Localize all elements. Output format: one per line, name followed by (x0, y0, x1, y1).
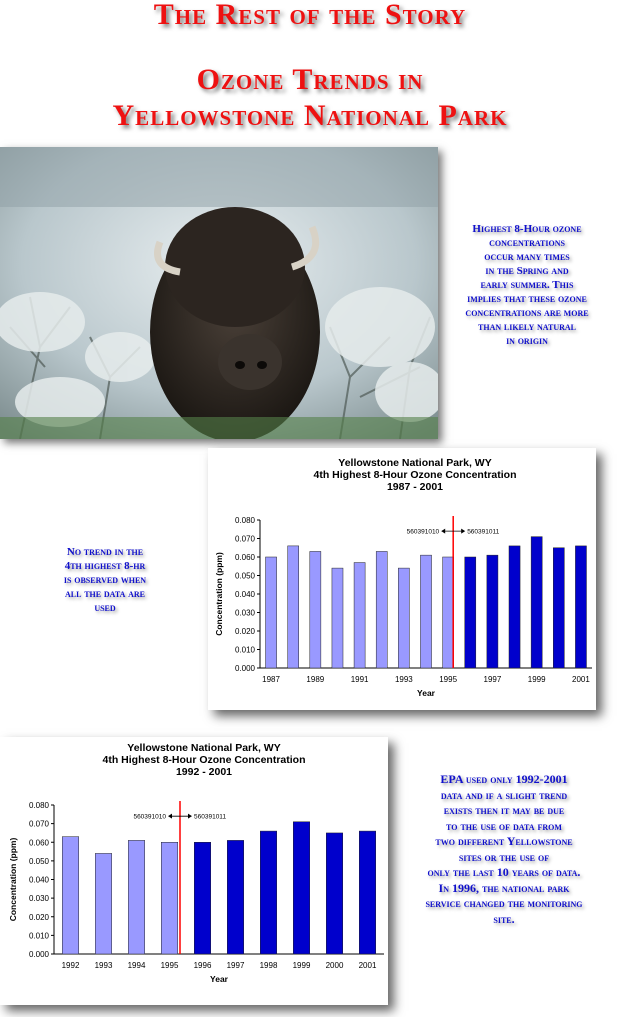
x-tick-label: 1992 (61, 961, 80, 970)
x-tick-label: 1998 (259, 961, 278, 970)
chart-1987-2001 (208, 448, 596, 710)
bar-2000 (326, 833, 343, 954)
note-line: implies that these ozone (467, 293, 587, 305)
y-tick-label: 0.020 (28, 912, 49, 922)
bar-1995 (161, 842, 178, 954)
y-axis-label: Concentration (ppm) (214, 552, 224, 636)
site-arrow-left (168, 814, 172, 819)
x-axis-label: Year (210, 974, 228, 984)
y-tick-label: 0.030 (234, 608, 255, 618)
bar-1996 (194, 842, 211, 954)
x-tick-label: 1995 (160, 961, 179, 970)
y-tick-label: 0.060 (234, 553, 255, 562)
y-tick-label: 0.040 (234, 590, 255, 599)
site-label-old: 560391010 (406, 528, 440, 536)
x-axis-label: Year (417, 688, 435, 698)
x-tick-label: 2000 (325, 961, 344, 970)
x-tick-label: 1997 (483, 675, 502, 684)
chart-1992-2001-svg (0, 737, 388, 1005)
note-line: used (94, 602, 116, 614)
bar-1994 (420, 555, 431, 668)
y-tick-label: 0.020 (234, 627, 255, 636)
bar-1988 (288, 546, 299, 668)
note-line: only the last 10 years of data. (427, 865, 581, 879)
bison-illustration (0, 147, 438, 439)
note-line: exists then it may be due (443, 803, 565, 817)
bar-1989 (310, 551, 321, 668)
note-line: two different Yellowstone (435, 834, 573, 848)
y-tick-label: 0.070 (28, 819, 49, 829)
site-label-new: 560391011 (194, 813, 227, 821)
bar-1997 (227, 840, 244, 954)
site-label-new: 560391011 (467, 528, 500, 536)
bar-1999 (531, 537, 542, 668)
bar-1987 (266, 557, 277, 668)
epa-note (390, 772, 618, 927)
chart-1987-2001-svg (208, 448, 596, 710)
y-tick-label: 0.050 (234, 571, 255, 581)
x-tick-label: 1997 (226, 961, 245, 970)
site-arrow-right (461, 529, 465, 534)
note-line: than likely natural (478, 321, 576, 333)
page-subtitle (0, 62, 620, 134)
bar-1992 (376, 551, 387, 668)
y-tick-label: 0.060 (28, 838, 49, 848)
note-line: sites or the use of (458, 849, 550, 864)
chart-title: 1992 - 2001 (175, 766, 233, 778)
note-line: EPA used only 1992-2001 (440, 772, 568, 786)
x-tick-label: 1999 (292, 961, 311, 970)
x-tick-label: 2001 (358, 961, 377, 970)
y-tick-label: 0.040 (28, 875, 49, 885)
subtitle-line-1: Ozone Trends in (196, 63, 424, 96)
site-label-old: 560391010 (133, 813, 166, 821)
site-arrow-right (188, 814, 192, 819)
note-line: Highest 8-Hour ozone (472, 223, 582, 235)
note-line: occur many times (484, 251, 570, 263)
note-line: 4th highest 8-hr (64, 560, 146, 572)
x-tick-label: 1987 (262, 675, 280, 684)
bar-1998 (260, 831, 277, 954)
bar-1993 (95, 853, 112, 954)
note-line: service changed the monitoring (425, 896, 583, 910)
x-tick-label: 2001 (572, 675, 590, 684)
chart-title: 1987 - 2001 (386, 481, 444, 493)
note-line: No trend in the (66, 546, 144, 558)
y-tick-label: 0.000 (234, 664, 255, 673)
x-tick-label: 1996 (193, 961, 212, 970)
note-line: data and if a slight trend (440, 787, 568, 802)
trend-note (15, 545, 195, 615)
bar-2000 (553, 548, 564, 668)
y-tick-label: 0.070 (234, 534, 255, 544)
note-line: early summer. This (480, 279, 574, 291)
subtitle-line-2: Yellowstone National Park (112, 99, 508, 132)
bar-1994 (128, 840, 145, 954)
chart-title: 4th Highest 8-Hour Ozone Concentration (102, 754, 306, 766)
note-line: concentrations are more (465, 307, 589, 319)
x-tick-label: 1994 (127, 961, 146, 970)
bar-1996 (465, 557, 476, 668)
bar-2001 (359, 831, 376, 954)
note-line: in origin (506, 335, 548, 347)
bar-1991 (354, 563, 365, 668)
x-tick-label: 1995 (439, 675, 458, 684)
note-line: In 1996, the national park (438, 880, 570, 895)
y-tick-label: 0.000 (28, 950, 49, 959)
chart-title: Yellowstone National Park, WY (127, 742, 281, 754)
x-tick-label: 1993 (394, 675, 413, 684)
bar-2001 (575, 546, 586, 668)
y-tick-label: 0.030 (28, 894, 49, 904)
page-title: The Rest of the Story (153, 0, 467, 31)
x-tick-label: 1991 (350, 675, 369, 684)
bar-1992 (62, 837, 79, 954)
note-line: concentrations (489, 237, 565, 249)
bar-1990 (332, 568, 343, 668)
note-line: to the use of data from (446, 818, 562, 833)
bar-1999 (293, 822, 310, 954)
x-tick-label: 1999 (527, 675, 546, 684)
y-tick-label: 0.010 (28, 931, 49, 941)
bar-1998 (509, 546, 520, 668)
chart-1992-2001 (0, 737, 388, 1005)
bar-1993 (398, 568, 409, 668)
y-tick-label: 0.010 (234, 645, 255, 655)
y-tick-label: 0.080 (234, 516, 255, 525)
chart-title: 4th Highest 8-Hour Ozone Concentration (313, 469, 517, 481)
y-axis-label: Concentration (ppm) (8, 837, 18, 922)
note-line: is observed when (63, 574, 147, 586)
site-arrow-left (441, 529, 445, 534)
x-tick-label: 1989 (306, 675, 325, 684)
bar-1995 (443, 557, 454, 668)
note-line: in the Spring and (485, 265, 569, 277)
bar-1997 (487, 555, 498, 668)
bison-note (436, 222, 618, 348)
note-line: site. (493, 911, 515, 926)
bison-photo (0, 147, 438, 439)
y-tick-label: 0.050 (28, 856, 49, 866)
chart-title: Yellowstone National Park, WY (338, 457, 492, 469)
note-line: all the data are (65, 588, 145, 600)
x-tick-label: 1993 (94, 961, 113, 970)
y-tick-label: 0.080 (28, 801, 49, 810)
